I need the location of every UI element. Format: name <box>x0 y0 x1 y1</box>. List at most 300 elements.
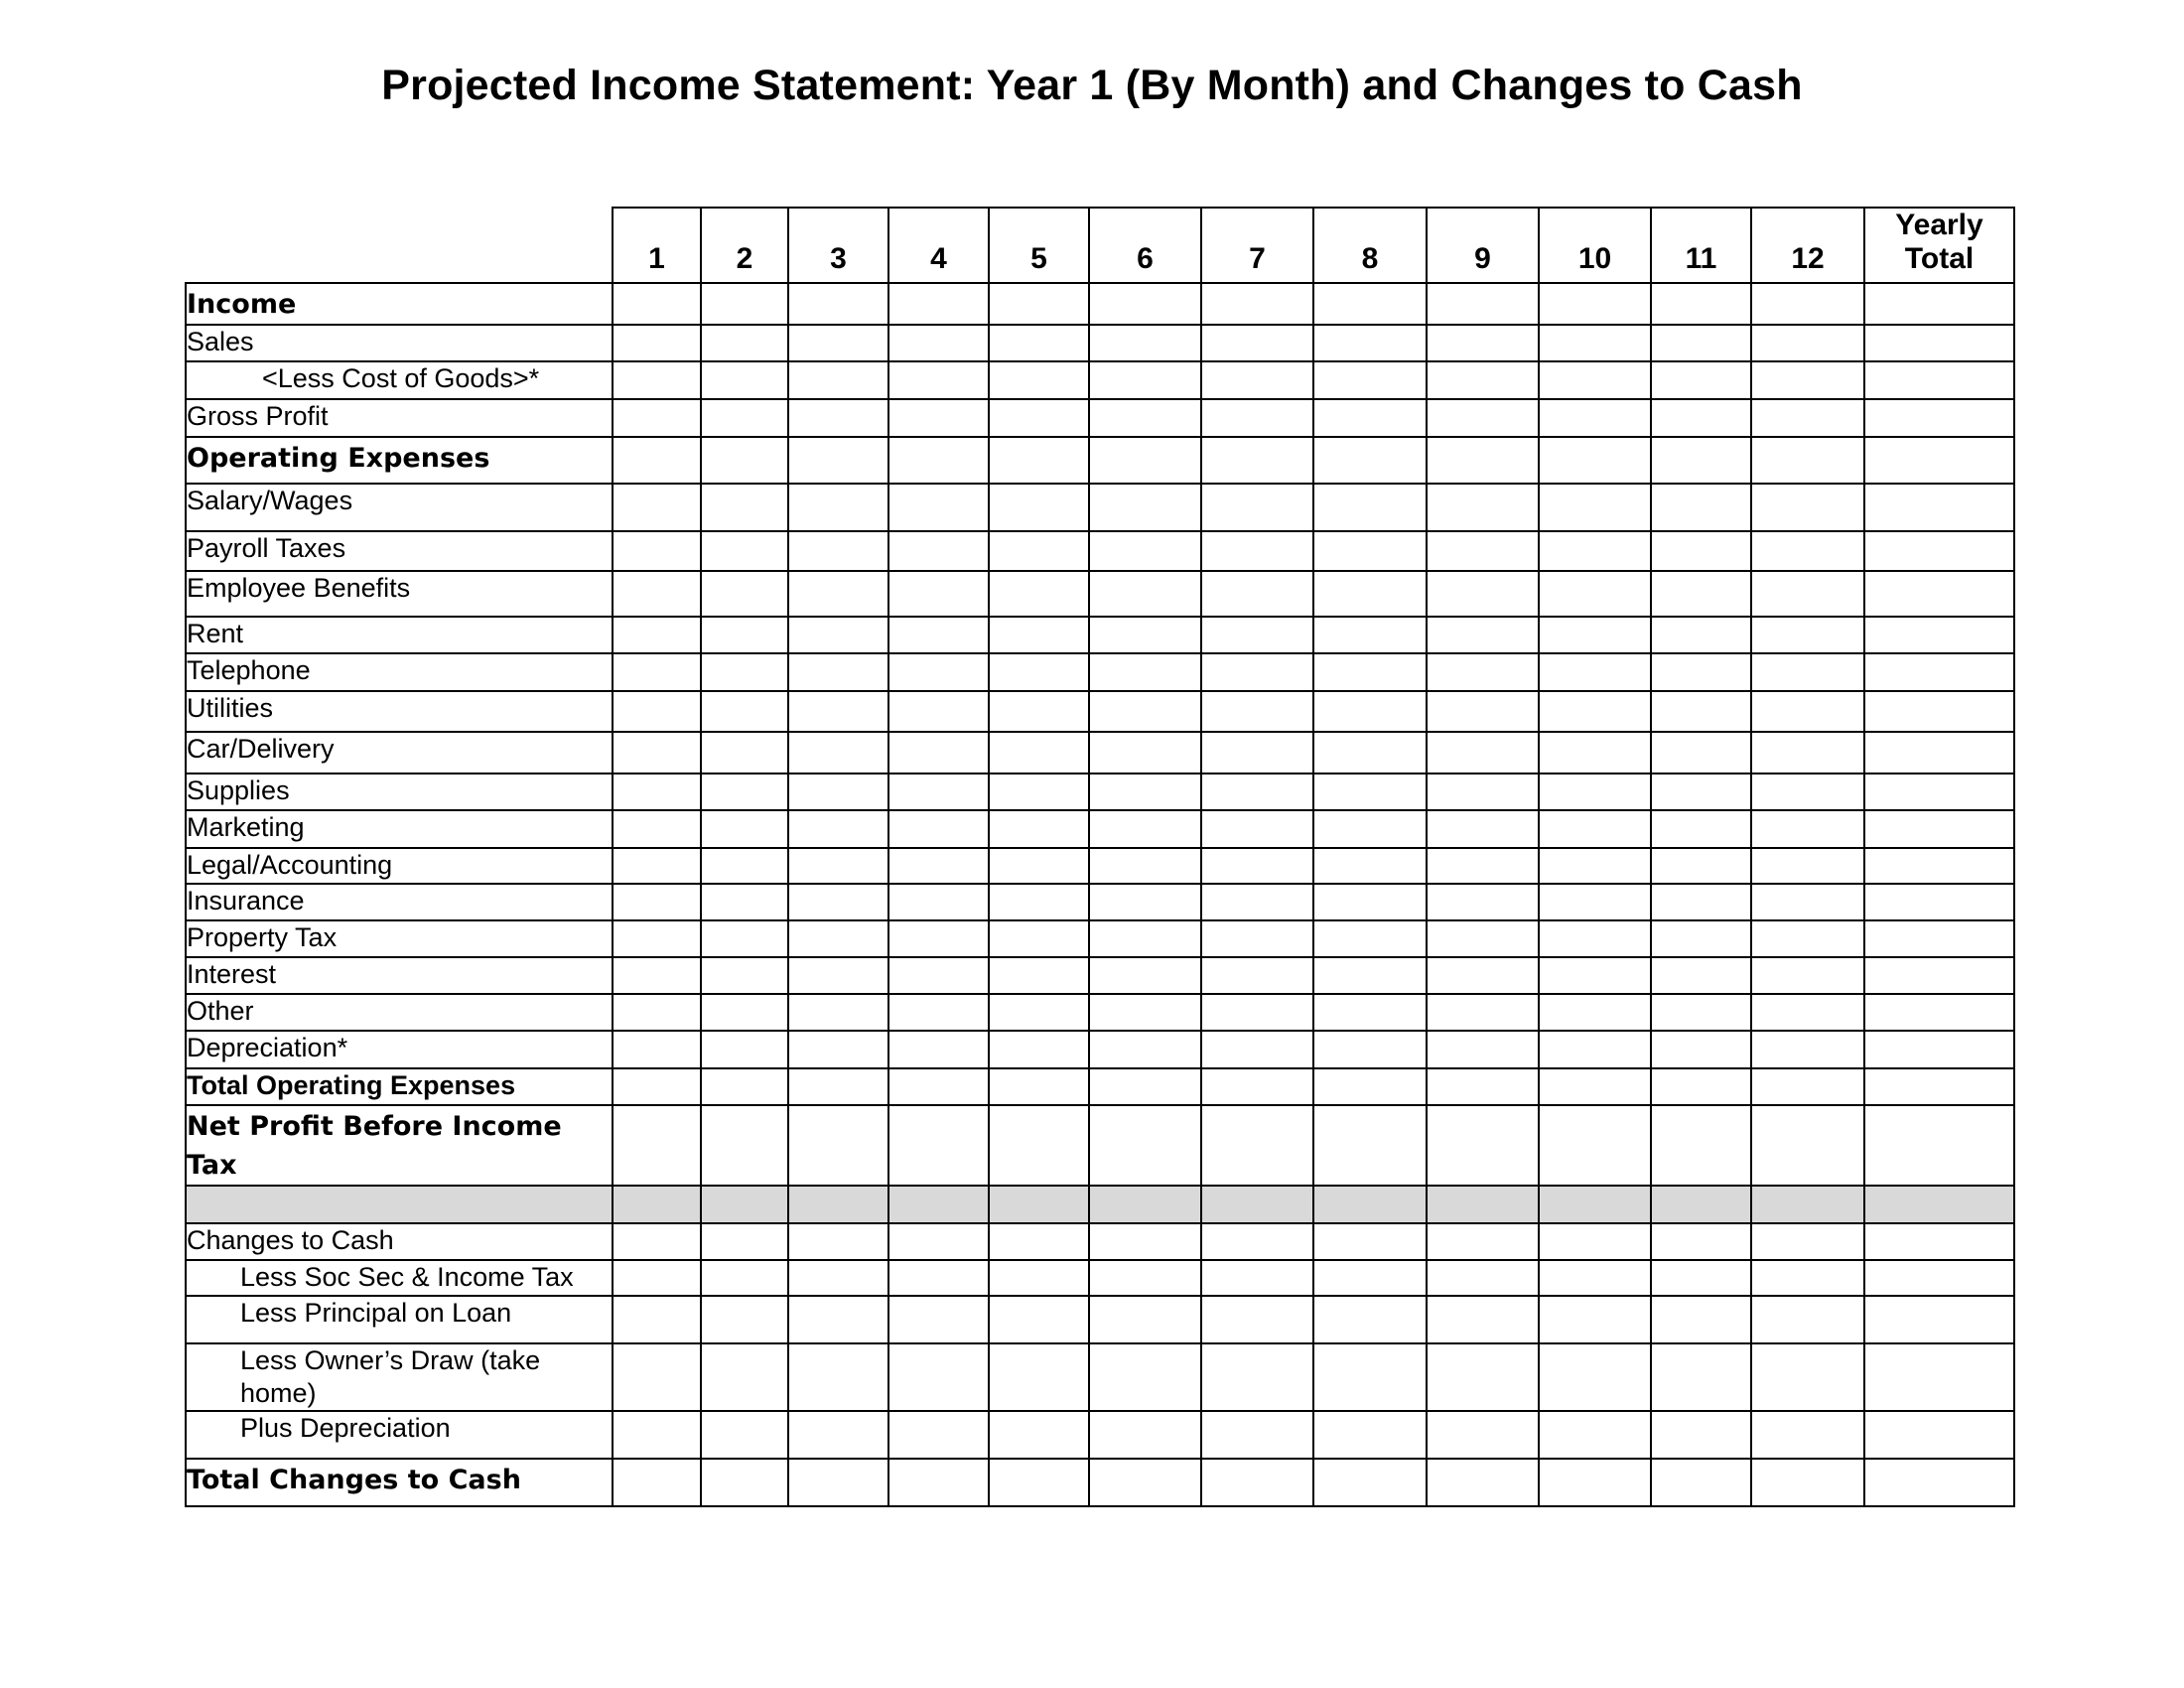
table-cell <box>701 1459 788 1506</box>
table-cell <box>788 1068 888 1105</box>
table-row <box>186 653 2014 691</box>
table-cell <box>989 1260 1089 1296</box>
table-cell <box>1089 732 1201 774</box>
table-cell <box>1427 653 1539 691</box>
table-cell <box>1427 1223 1539 1260</box>
table-cell <box>613 1031 701 1068</box>
table-cell <box>701 484 788 531</box>
table-cell <box>1089 691 1201 732</box>
table-cell <box>1089 325 1201 361</box>
table-cell <box>613 1186 701 1223</box>
table-cell <box>1539 1068 1651 1105</box>
table-cell <box>1427 531 1539 571</box>
table-cell <box>1539 325 1651 361</box>
table-cell <box>989 1105 1089 1186</box>
table-cell <box>1751 484 1864 531</box>
table-cell <box>1864 617 2014 653</box>
table-cell <box>1313 957 1427 994</box>
table-cell <box>888 1260 989 1296</box>
table-cell <box>613 399 701 437</box>
table-cell <box>613 531 701 571</box>
table-cell <box>888 1411 989 1459</box>
table-cell <box>1864 1068 2014 1105</box>
table-cell <box>1089 884 1201 920</box>
table-cell <box>1313 1296 1427 1343</box>
table-cell <box>1651 810 1751 848</box>
table-cell <box>888 1031 989 1068</box>
table-cell <box>1651 1343 1751 1411</box>
table-cell <box>1313 283 1427 325</box>
table-cell <box>1751 1186 1864 1223</box>
table-cell <box>888 848 989 884</box>
table-cell <box>613 1223 701 1260</box>
table-cell <box>1089 361 1201 399</box>
table-cell <box>1089 1105 1201 1186</box>
table-cell <box>989 810 1089 848</box>
table-cell <box>1751 1031 1864 1068</box>
table-cell <box>701 1296 788 1343</box>
table-cell <box>1651 732 1751 774</box>
table-cell <box>1089 1031 1201 1068</box>
table-cell <box>1089 994 1201 1031</box>
table-cell <box>1201 531 1313 571</box>
table-cell <box>701 283 788 325</box>
table-cell <box>1201 1296 1313 1343</box>
table-cell <box>1539 884 1651 920</box>
table-cell <box>1427 957 1539 994</box>
table-cell <box>1089 848 1201 884</box>
table-cell <box>1427 1068 1539 1105</box>
table-cell <box>989 848 1089 884</box>
table-cell <box>1427 1296 1539 1343</box>
table-cell <box>888 1459 989 1506</box>
table-cell <box>1539 361 1651 399</box>
table-cell <box>1539 283 1651 325</box>
table-cell <box>989 1459 1089 1506</box>
column-header-2: 2 <box>701 208 788 283</box>
table-cell <box>1201 1223 1313 1260</box>
table-cell <box>1864 691 2014 732</box>
table-cell <box>1313 531 1427 571</box>
table-cell <box>1089 1223 1201 1260</box>
table-cell <box>1201 848 1313 884</box>
table-row <box>186 1031 2014 1068</box>
table-cell <box>613 848 701 884</box>
table-cell <box>1313 810 1427 848</box>
table-cell <box>1864 884 2014 920</box>
table-cell <box>613 361 701 399</box>
table-cell <box>989 617 1089 653</box>
table-cell <box>1539 1343 1651 1411</box>
table-cell <box>1751 774 1864 810</box>
column-header-8: 8 <box>1313 208 1427 283</box>
table-cell <box>1201 1031 1313 1068</box>
table-cell <box>888 920 989 957</box>
table-row <box>186 884 2014 920</box>
table-cell <box>1539 571 1651 617</box>
table-cell <box>1864 653 2014 691</box>
table-cell <box>1751 571 1864 617</box>
table-row <box>186 810 2014 848</box>
table-cell <box>1751 1459 1864 1506</box>
table-cell <box>1201 1411 1313 1459</box>
table-cell <box>888 1186 989 1223</box>
table-cell <box>989 884 1089 920</box>
table-row <box>186 994 2014 1031</box>
table-cell <box>1751 1411 1864 1459</box>
table-cell <box>701 957 788 994</box>
table-cell <box>788 1186 888 1223</box>
table-cell <box>1427 920 1539 957</box>
table-cell <box>701 617 788 653</box>
table-cell <box>1201 283 1313 325</box>
table-cell <box>989 283 1089 325</box>
table-cell <box>1751 361 1864 399</box>
table-cell <box>1751 653 1864 691</box>
table-cell <box>1651 774 1751 810</box>
table-cell <box>613 1459 701 1506</box>
table-cell <box>1651 1411 1751 1459</box>
table-cell <box>1539 994 1651 1031</box>
table-row <box>186 920 2014 957</box>
row-label: Telephone <box>186 653 613 691</box>
table-cell <box>788 325 888 361</box>
table-cell <box>1427 1031 1539 1068</box>
table-row <box>186 774 2014 810</box>
table-cell <box>1313 691 1427 732</box>
table-cell <box>1651 617 1751 653</box>
table-cell <box>1089 920 1201 957</box>
table-cell <box>1751 1105 1864 1186</box>
table-cell <box>1313 617 1427 653</box>
table-cell <box>701 994 788 1031</box>
table-cell <box>1201 361 1313 399</box>
table-cell <box>1751 884 1864 920</box>
row-label: Salary/Wages <box>186 484 613 531</box>
table-cell <box>888 531 989 571</box>
table-cell <box>888 1296 989 1343</box>
table-cell <box>1089 1343 1201 1411</box>
table-row <box>186 732 2014 774</box>
table-cell <box>1651 1296 1751 1343</box>
table-cell <box>1427 361 1539 399</box>
table-cell <box>1313 571 1427 617</box>
table-cell <box>1651 691 1751 732</box>
table-cell <box>1539 732 1651 774</box>
table-cell <box>788 484 888 531</box>
table-cell <box>613 1411 701 1459</box>
table-cell <box>1313 1459 1427 1506</box>
table-cell <box>788 1260 888 1296</box>
table-cell <box>888 1223 989 1260</box>
table-cell <box>1751 848 1864 884</box>
table-cell <box>1651 361 1751 399</box>
table-cell <box>1427 994 1539 1031</box>
table-cell <box>989 1296 1089 1343</box>
table-cell <box>1201 1459 1313 1506</box>
table-cell <box>613 1260 701 1296</box>
table-cell <box>613 810 701 848</box>
table-cell <box>888 691 989 732</box>
table-cell <box>1427 1411 1539 1459</box>
table-cell <box>1427 848 1539 884</box>
table-row <box>186 571 2014 617</box>
table-cell <box>1089 571 1201 617</box>
row-label: Total Operating Expenses <box>186 1068 613 1105</box>
table-cell <box>1651 920 1751 957</box>
table-cell <box>1427 810 1539 848</box>
table-cell <box>1313 1031 1427 1068</box>
table-cell <box>1313 1105 1427 1186</box>
table-cell <box>989 1343 1089 1411</box>
table-cell <box>1539 617 1651 653</box>
table-cell <box>1427 1459 1539 1506</box>
table-cell <box>1539 1296 1651 1343</box>
table-cell <box>1313 920 1427 957</box>
table-cell <box>1539 1260 1651 1296</box>
column-header-10: 10 <box>1539 208 1651 283</box>
table-cell <box>701 1186 788 1223</box>
table-cell <box>613 484 701 531</box>
table-cell <box>1864 1031 2014 1068</box>
table-cell <box>1539 920 1651 957</box>
table-cell <box>613 884 701 920</box>
table-cell <box>989 1223 1089 1260</box>
table-cell <box>613 920 701 957</box>
table-cell <box>1651 1223 1751 1260</box>
table-cell <box>788 571 888 617</box>
table-cell <box>1539 1105 1651 1186</box>
table-cell <box>1539 848 1651 884</box>
table-cell <box>989 1031 1089 1068</box>
table-cell <box>1201 484 1313 531</box>
table-cell <box>613 994 701 1031</box>
row-label: Depreciation* <box>186 1031 613 1068</box>
table-cell <box>788 1031 888 1068</box>
table-row <box>186 484 2014 531</box>
table-cell <box>788 774 888 810</box>
table-cell <box>1089 1068 1201 1105</box>
table-cell <box>613 691 701 732</box>
table-cell <box>1751 399 1864 437</box>
table-cell <box>1089 1296 1201 1343</box>
row-label: Supplies <box>186 774 613 810</box>
table-cell <box>613 774 701 810</box>
table-cell <box>1427 1260 1539 1296</box>
table-cell <box>1864 361 2014 399</box>
row-label: Rent <box>186 617 613 653</box>
table-cell <box>1427 1105 1539 1186</box>
table-cell <box>1539 1459 1651 1506</box>
column-header-1: 1 <box>613 208 701 283</box>
table-cell <box>613 1343 701 1411</box>
table-cell <box>1864 1223 2014 1260</box>
table-row <box>186 1296 2014 1343</box>
table-cell <box>1864 920 2014 957</box>
table-cell <box>1751 732 1864 774</box>
table-cell <box>701 1105 788 1186</box>
row-label: <Less Cost of Goods>* <box>186 361 613 399</box>
table-cell <box>1751 1260 1864 1296</box>
table-cell <box>1864 1459 2014 1506</box>
table-cell <box>701 1068 788 1105</box>
table-cell <box>1651 1105 1751 1186</box>
column-header-5: 5 <box>989 208 1089 283</box>
row-label: Interest <box>186 957 613 994</box>
table-cell <box>788 848 888 884</box>
table-cell <box>788 691 888 732</box>
table-cell <box>1201 994 1313 1031</box>
table-cell <box>1089 1260 1201 1296</box>
table-cell <box>888 810 989 848</box>
table-cell <box>1089 957 1201 994</box>
table-cell <box>1089 774 1201 810</box>
row-label: Gross Profit <box>186 399 613 437</box>
row-label: Employee Benefits <box>186 571 613 617</box>
table-cell <box>1201 571 1313 617</box>
table-cell <box>1751 810 1864 848</box>
table-cell <box>1864 1186 2014 1223</box>
table-cell <box>1651 884 1751 920</box>
table-cell <box>613 957 701 994</box>
table-cell <box>1864 774 2014 810</box>
table-cell <box>788 531 888 571</box>
row-label: Less Soc Sec & Income Tax <box>186 1260 613 1296</box>
table-cell <box>1201 399 1313 437</box>
row-label <box>186 1186 613 1223</box>
table-cell <box>1313 774 1427 810</box>
table-row <box>186 1260 2014 1296</box>
column-header-9: 9 <box>1427 208 1539 283</box>
table-cell <box>1751 531 1864 571</box>
table-cell <box>1864 437 2014 484</box>
table-row <box>186 531 2014 571</box>
table-cell <box>613 1105 701 1186</box>
table-cell <box>701 531 788 571</box>
table-cell <box>888 1068 989 1105</box>
table-cell <box>1201 617 1313 653</box>
table-cell <box>701 361 788 399</box>
table-row <box>186 848 2014 884</box>
table-cell <box>1864 399 2014 437</box>
table-cell <box>888 653 989 691</box>
table-cell <box>1313 1186 1427 1223</box>
table-cell <box>1651 1186 1751 1223</box>
table-cell <box>701 691 788 732</box>
table-cell <box>1751 920 1864 957</box>
table-cell <box>701 1411 788 1459</box>
table-cell <box>888 361 989 399</box>
table-cell <box>1651 283 1751 325</box>
table-cell <box>701 920 788 957</box>
table-cell <box>1201 732 1313 774</box>
table-cell <box>1313 1343 1427 1411</box>
row-label: Less Owner’s Draw (take home) <box>186 1343 613 1411</box>
table-cell <box>1313 1223 1427 1260</box>
table-cell <box>1751 957 1864 994</box>
row-label: Legal/Accounting <box>186 848 613 884</box>
table-cell <box>613 617 701 653</box>
table-cell <box>1864 1105 2014 1186</box>
table-cell <box>788 283 888 325</box>
table-cell <box>888 437 989 484</box>
table-cell <box>1864 484 2014 531</box>
table-cell <box>888 994 989 1031</box>
table-row <box>186 1411 2014 1459</box>
table-cell <box>888 1343 989 1411</box>
table-cell <box>1864 1343 2014 1411</box>
table-cell <box>1089 653 1201 691</box>
table-cell <box>989 1411 1089 1459</box>
table-cell <box>989 399 1089 437</box>
column-header-12: 12 <box>1751 208 1864 283</box>
table-cell <box>1864 1260 2014 1296</box>
table-row <box>186 1186 2014 1223</box>
table-cell <box>1313 1068 1427 1105</box>
table-cell <box>1313 848 1427 884</box>
table-cell <box>1651 531 1751 571</box>
row-label: Marketing <box>186 810 613 848</box>
header-row <box>186 208 2014 283</box>
table-cell <box>1651 437 1751 484</box>
table-cell <box>1089 1459 1201 1506</box>
table-cell <box>788 617 888 653</box>
table-cell <box>788 361 888 399</box>
row-label: Plus Depreciation <box>186 1411 613 1459</box>
table-cell <box>1089 1411 1201 1459</box>
table-cell <box>1089 617 1201 653</box>
table-row <box>186 957 2014 994</box>
table-cell <box>1539 484 1651 531</box>
row-label: Total Changes to Cash <box>186 1459 613 1506</box>
table-cell <box>1539 1186 1651 1223</box>
table-cell <box>1427 732 1539 774</box>
table-cell <box>788 653 888 691</box>
row-label: Less Principal on Loan <box>186 1296 613 1343</box>
table-cell <box>613 571 701 617</box>
column-header-13: Yearly Total <box>1864 208 2014 283</box>
table-cell <box>1651 994 1751 1031</box>
table-cell <box>888 399 989 437</box>
table-cell <box>788 1459 888 1506</box>
table-cell <box>1539 653 1651 691</box>
table-cell <box>1089 484 1201 531</box>
table-cell <box>613 653 701 691</box>
table-cell <box>1201 1105 1313 1186</box>
table-cell <box>1427 283 1539 325</box>
table-cell <box>1864 810 2014 848</box>
table-cell <box>1651 571 1751 617</box>
table-cell <box>1201 884 1313 920</box>
table-row <box>186 361 2014 399</box>
column-header-7: 7 <box>1201 208 1313 283</box>
table-cell <box>989 531 1089 571</box>
table-cell <box>888 325 989 361</box>
table-cell <box>1201 653 1313 691</box>
table-cell <box>1313 732 1427 774</box>
table-cell <box>888 571 989 617</box>
table-cell <box>788 810 888 848</box>
table-cell <box>1651 653 1751 691</box>
column-header-4: 4 <box>888 208 989 283</box>
table-cell <box>1201 810 1313 848</box>
table-cell <box>1089 1186 1201 1223</box>
table-cell <box>701 399 788 437</box>
table-cell <box>701 774 788 810</box>
page-title: Projected Income Statement: Year 1 (By Month) and Changes to Cash <box>381 62 1803 109</box>
table-cell <box>1539 399 1651 437</box>
table-cell <box>989 361 1089 399</box>
